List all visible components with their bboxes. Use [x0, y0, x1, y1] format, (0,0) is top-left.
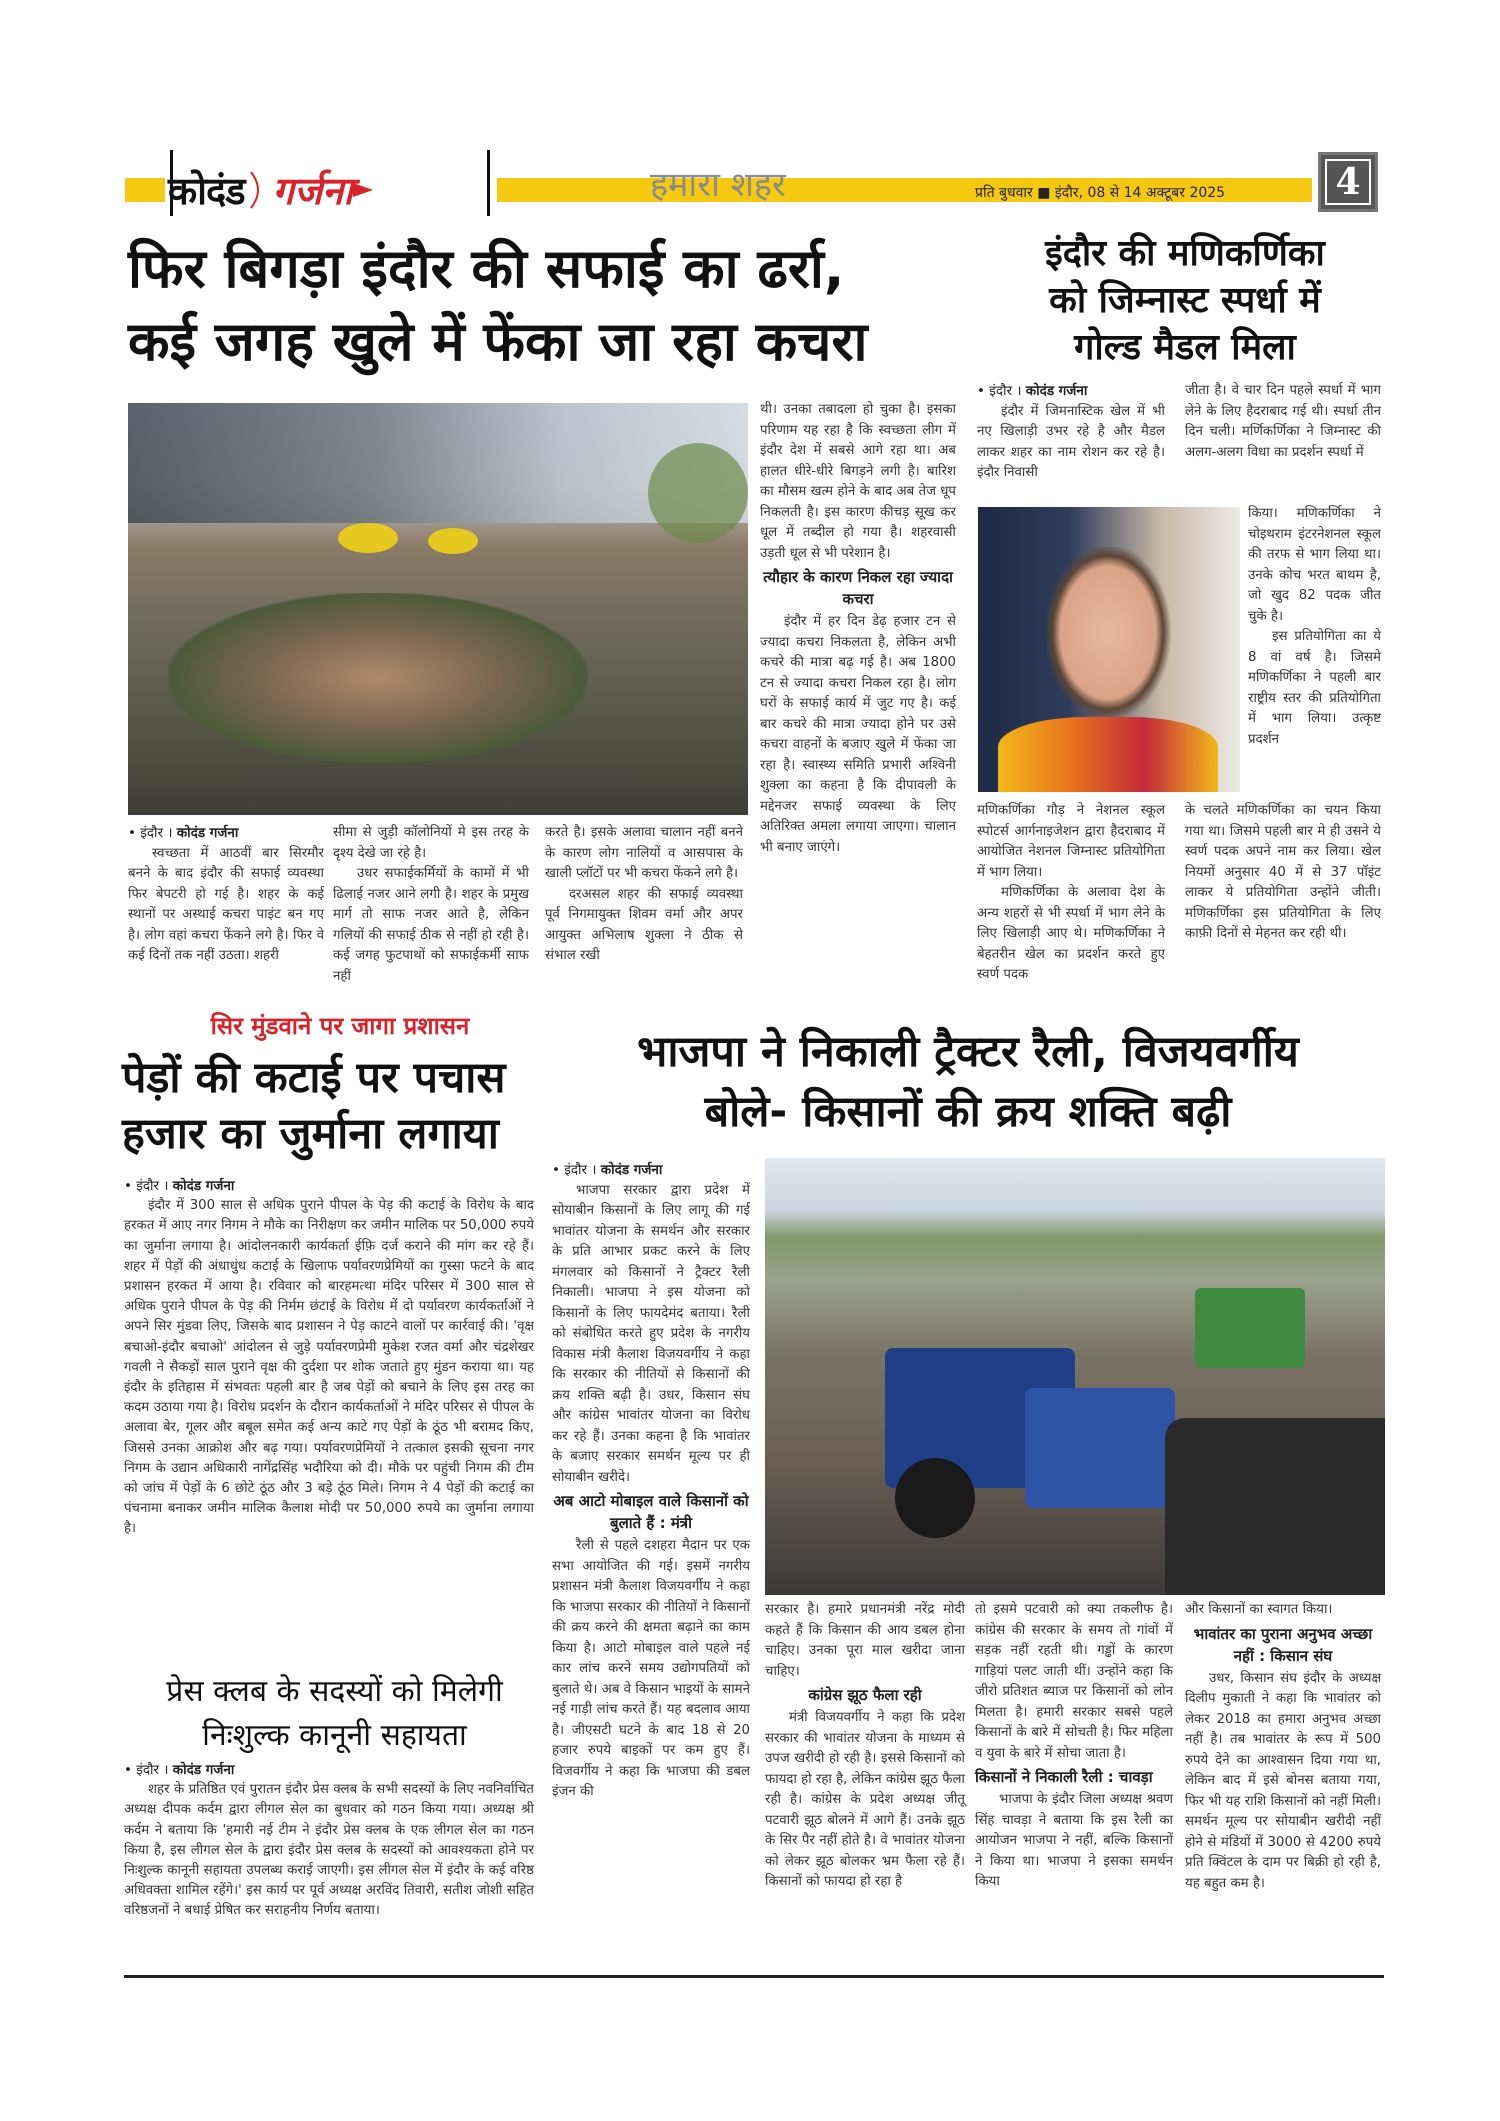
subheading: त्यौहार के कारण निकल रहा ज्यादा कचरा — [763, 568, 953, 608]
paragraph: इंदौर में 300 साल से अधिक पुराने पीपल के पेड़ की कटाई के विरोध के बाद हरकत में आए नगर निगम ने मौके का निरीक्षण कर जमीन मालिक पर 50,000 रुपये का जुर्माना लगाया है। आंदोलनकारी कार्यकर्ता ईफ़ि दर्ज कराने की मांग कर रहे हैं। शहर में पेड़ों की अंधाधुंध कटाई के खिलाफ पर्यावरणप्रेमियों का गुस्सा फटने के बाद प्रशासन हरकत में आया है। रविवार को बारहमत्था मंदिर परिसर में 300 साल से अधिक पुराने पीपल के पेड़ की निर्मम छंटाई के विरोध में दो पर्यावरण कार्यकर्ताओं ने अपने सिर मुंडवा लिए, जिसके बाद प्रशासन ने पेड़ काटने वालों पर कार्रवाई की। 'वृक्ष बचाओ-इंदौर बचाओ' आंदोलन से जुड़े पर्यावरणप्रेमी मुकेश रजत वर्मा और चंद्रशेखर गवली ने सैकड़ों साल पुराने वृक्ष की दुर्दशा पर शोक जताते हुए मुंडन कराया था। यह इंदौर के इतिहास में संभवतः पहली बार है जब पेड़ों को बचाने के लिए इस तरह का कदम उठाया गया है। विरोध प्रदर्शन के दौरान कार्यकर्ताओं ने मंदिर परिसर से पीपल के अलावा बेर, गूलर और बबूल समेत कई अन्य काटे गए पेड़ों के ठूंठ भी बरामद किए, जिससे उनका आक्रोश और बढ़ गया। पर्यावरणप्रेमियों ने तत्काल इसकी सूचना नगर निगम के उद्यान अधिकारी नागेंद्रसिंह भदौरिया को दी। मौके पर पहुंची निगम की टीम को जांच में पेड़ों के 6 छोटे ठूंठ और 3 बड़े ठूंठ मिले। निगम ने 4 पेड़ों की कटाई का पंचनामा बनाकर जमीन मालिक कैलाश मोदी पर 50,000 रुपये का जुर्माना लगाया है। — [124, 1198, 534, 1537]
page-bottom-rule — [124, 1975, 1384, 1978]
pressclub-body — [124, 1760, 534, 1922]
dateline — [124, 1176, 534, 1196]
subheading: किसानों ने निकाली रैली : चावड़ा — [975, 1768, 1153, 1786]
headline-pressclub — [122, 1670, 547, 1758]
dateline — [552, 1160, 750, 1181]
paragraph: मणिकर्णिका गौड़ ने नेशनल स्कूल स्पोटर्स आर्गनाइजेशन द्वारा हैदराबाद में आयोजित नेशनल जिम्नास्ट प्रतियोगिता में भाग लिया। — [977, 803, 1165, 880]
subheading: कांग्रेस झूठ फैला रही — [808, 1686, 922, 1704]
headline-line: निःशुल्क कानूनी सहायता — [202, 1718, 467, 1753]
garbage-col-1 — [128, 823, 324, 967]
paragraph: स्वच्छता में आठवीं बार सिरमौर बनने के बाद इंदौर की सफाई व्यवस्था फिर बेपटरी हो गई है। शहर के कई स्थानों पर अस्थाई कचरा पाइंट बन गए है। लोग वहां कचरा फेंकने लगे है। फिर वे कई दिनों तक नहीं उठता। शहरी — [128, 845, 324, 963]
headline-gymnast — [985, 230, 1385, 371]
headline-line: गोल्ड मैडल मिला — [1074, 327, 1296, 368]
headline-line: बोले- किसानों की क्रय शक्ति बढ़ी — [704, 1087, 1232, 1137]
headline-line: को जिम्नास्ट स्पर्धा में — [1049, 280, 1321, 321]
headline-line: प्रेस क्लब के सदस्यों को मिलेगी — [166, 1674, 503, 1709]
paragraph: दरअसल शहर की सफाई व्यवस्था पूर्व निगमायुक्त शिवम वर्मा और अपर आयुक्त अभिलाष शुक्ला ने ठीक से संभाल रखी — [545, 886, 743, 963]
tractor-col-3 — [975, 1600, 1173, 1893]
masthead-bar-left — [125, 178, 165, 202]
headline-line: हजार का जुर्माना लगाया — [122, 1109, 499, 1159]
paragraph: के चलते मणिकर्णिका का चयन किया गया था। जिसमे पहली बार मे ही उसने ये स्वर्ण पदक अपने नाम कर लिया। खेल नियमों अनुसार 40 में से 37 पॉइंट लाकर ये प्रतियोगिता उन्होंने जीती। मणिकर्णिका इस प्रतियोगिता के लिए काफ़ी दिनों से मेहनत कर रही थी। — [1185, 803, 1381, 941]
dateline-place: • इंदौर । — [552, 1162, 597, 1178]
dateline-source: कोदंड गर्जना — [600, 1162, 663, 1178]
paragraph: इंदौर में हर दिन डेढ़ हजार टन से ज्यादा कचरा निकलता है, लेकिन अभी कचरे की मात्रा बढ़ गई है। अब 1800 टन से ज्यादा कचरा निकल रहा है। लोग घरों के सफाई कार्य में जुट गए है। कई बार कचरे की मात्रा ज्यादा होने पर उसे कचरा वाहनों के बजाए खुले में फेंका जा रहा है। स्वास्थ्य समिति प्रभारी अश्विनी शुक्ला का कहना है कि दीपावली के मद्देनजर सफाई व्यवस्था के लिए अतिरिक्त अमला लगाया जाएगा। चालान भी बनाए जाएंगे। — [760, 614, 956, 855]
paragraph: करते है। इसके अलावा चालान नहीं बनने के कारण लोग नालियों व आसपास के खाली प्लॉटों पर भी कचरा फेंकने लगे है। — [545, 825, 743, 881]
gymnast-col-1-top — [977, 381, 1165, 484]
dateline-place: • इंदौर । — [124, 1762, 169, 1778]
paragraph: किया। मणिकर्णिका ने चोइथराम इंटरनेशनल स्कूल की तरफ से भाग लिया था। उनके कोच भरत बाथम है, जो खुद 82 पदक जीत चुके है। — [1248, 506, 1381, 624]
gymnast-col-1-bottom — [977, 801, 1165, 986]
paragraph: उधर, किसान संघ इंदौर के अध्यक्ष दिलीप मुकाती ने कहा कि भावांतर को लेकर 2018 का हमारा अनुभव अच्छा नहीं है। तब भावांतर के रूप में 500 रुपये देने का आश्वासन दिया गया था, लेकिन बाद में इसे बोनस बताया गया, फिर भी यह राशि किसानों को नहीं मिली। समर्थन मूल्य पर सोयाबीन खरीदी नहीं होने से मंडियों में 3000 से 4200 रुपये प्रति क्विंटल के दाम पर बिक्री हो रही है, यह बहुत कम है। — [1185, 1670, 1381, 1891]
paragraph: थी। उनका तबादला हो चुका है। इसका परिणाम यह रहा है कि स्वच्छता लीग में इंदौर देश में सबसे आगे रहा था। अब हालत धीरे-धीरे बिगड़ने लगी है। बारिश का मौसम खत्म होने के बाद अब तेज धूप निकलती है। इस कारण कीचड़ सूख कर धूल में तब्दील हो गया है। शहरवासी उड़ती धूल से भी परेशान है। — [760, 402, 956, 561]
tractor-rally-photo — [765, 1158, 1385, 1595]
arrow-icon — [247, 170, 267, 210]
headline-line: भाजपा ने निकाली ट्रैक्टर रैली, विजयवर्गीय — [637, 1027, 1299, 1077]
gymnast-col-2-bottom — [1185, 801, 1381, 945]
paragraph: भाजपा के इंदौर जिला अध्यक्ष श्रवण सिंह चावड़ा ने बताया कि इस रैली का आयोजन भाजपा ने नहीं, बल्कि किसानों ने किया था। भाजपा ने इसका समर्थन किया — [975, 1792, 1173, 1889]
paragraph: उधर सफाईकर्मियों के कामों में भी ढिलाई नजर आने लगी है। शहर के प्रमुख मार्ग तो साफ नजर आते है, लेकिन गलियों की सफाई ठीक से नहीं हो रही है। कई जगह फुटपाथों को सफाईकर्मी साफ नहीं — [333, 866, 529, 984]
garbage-photo — [128, 403, 748, 815]
newspaper-logo — [168, 160, 488, 220]
garbage-col-4 — [760, 400, 956, 858]
headline-trees — [122, 1050, 547, 1162]
headline-garbage — [128, 232, 978, 378]
dateline-source: कोदंड गर्जना — [1025, 383, 1088, 399]
headline-line: पेड़ों की कटाई पर पचास — [122, 1053, 506, 1103]
paragraph: इंदौर में जिमनास्टिक खेल में भी नए खिलाड़ी उभर रहे है और मैडल लाकर शहर का नाम रोशन कर रहे है। इंदौर निवासी — [977, 403, 1165, 480]
issue-info: प्रति बुधवार ■ इंदौर, 08 से 14 अक्टूबर 2025 — [975, 185, 1226, 201]
kicker-trees: सिर मुंडवाने पर जागा प्रशासन — [210, 1012, 470, 1040]
paragraph: इस प्रतियोगिता का ये 8 वां वर्ष है। जिसमे मणिकर्णिका ने पहली बार राष्ट्रीय स्तर की प्रतियोगिता में भाग लिया। उत्कृष्ट प्रदर्शन — [1248, 629, 1381, 747]
page-number — [1318, 152, 1378, 212]
paragraph: और किसानों का स्वागत किया। — [1185, 1602, 1333, 1617]
arrow-head-icon — [353, 180, 373, 200]
garbage-col-2 — [333, 823, 529, 987]
headline-tractor — [548, 1022, 1388, 1142]
paragraph: रैली से पहले दशहरा मैदान पर एक सभा आयोजित की गई। इसमें नगरीय प्रशासन मंत्री कैलाश विजयवर्गीय ने कहा कि भाजपा सरकार की नीतियों ने किसानों की क्रय करने की क्षमता बढ़ाने का काम किया है। आटो मोबाइल वाले पहले नई कार लांच करने समय उद्योगपतियों को बुलाते थे। अब वे किसान भाइयों के सामने नई गाड़ी लांच करते हैं। यह बदलाव आया है। जीएसटी घटने के बाद 18 से 20 हजार रुपये बाइकों पर कम हुए हैं। विजवर्गीय ने कहा कि भाजपा की डबल इंजन की — [552, 1538, 750, 1799]
dateline — [128, 823, 324, 844]
dateline-place: • इंदौर । — [977, 383, 1022, 399]
paragraph: तो इसमे पटवारी को क्या तकलीफ है। कांग्रेस की सरकार के समय तो गांवों में सड़क नहीं रहती थी। गड्ढों के कारण गाड़ियां पलट जाती थीं। उन्होंने कहा कि जीरो प्रतिशत ब्याज पर किसानों को लोन मिलता है। हमारी सरकार सबसे पहले किसानों के बारे में सोचती है। फिर महिला व युवा के बारे में सोचा जाता है। — [975, 1602, 1173, 1761]
trees-body — [124, 1176, 534, 1540]
logo-text-garjana: गर्जना — [272, 169, 354, 213]
gymnast-col-2-top — [1185, 381, 1381, 463]
dateline-source: कोदंड गर्जना — [172, 1178, 235, 1194]
dateline-source: कोदंड गर्जना — [172, 1762, 235, 1778]
subheading: भावांतर का पुराना अनुभव अच्छा नहीं : किसान संघ — [1193, 1624, 1373, 1665]
dateline — [977, 381, 1165, 402]
masthead-divider — [487, 150, 490, 216]
tractor-col-4 — [1185, 1600, 1381, 1894]
paragraph: मंत्री विजयवर्गीय ने कहा कि प्रदेश सरकार की भावांतर योजना के माध्यम से उपज खरीदी हो रही है। इससे किसानों को फायदा हो रहा है, लेकिन कांग्रेस झूठ फैला रही है। कांग्रेस के प्रदेश अध्यक्ष जीतू पटवारी झूठ बोलने में आगे हैं। उनके झूठ के सिर पैर नहीं होते है। वे भावांतर योजना को लेकर झूठ बोलकर भ्रम फैला रहे हैं। किसानों को फायदा हो रहा है — [765, 1710, 965, 1889]
dateline-place: • इंदौर । — [128, 825, 173, 841]
section-title: हमारा शहर — [650, 165, 786, 205]
subheading: अब आटो मोबाइल वाले किसानों को बुलाते हैं : मंत्री — [553, 1492, 749, 1532]
dateline-place: • इंदौर । — [124, 1178, 169, 1194]
paragraph: शहर के प्रतिष्ठित एवं पुरातन इंदौर प्रेस क्लब के सभी सदस्यों के लिए नवनिर्वाचित अध्यक्ष दीपक कर्दम द्वारा लीगल सेल का बुधवार को गठन किया गया। अध्यक्ष श्री कर्दम ने बताया कि 'हमारी नई टीम ने इंदौर प्रेस क्लब के एक लीगल सेल का गठन किया है, इस लीगल सेल के द्वारा इंदौर प्रेस क्लब के सदस्यों को आवश्यकता होने पर निःशुल्क कानूनी सहायता उपलब्ध कराई जाएगी। इस लीगल सेल में इंदौर के कई वरिष्ठ अधिवक्ता शामिल रहेंगे।' इस कार्य पर पूर्व अध्यक्ष अरविंद तिवारी, सतीश जोशी सहित वरिष्ठजनों ने बधाई प्रेषित कर सराहनीय निर्णय बताया। — [124, 1782, 534, 1919]
tractor-col-2 — [765, 1600, 965, 1893]
garbage-col-3 — [545, 823, 743, 967]
page-number-text: 4 — [1335, 161, 1361, 203]
paragraph: भाजपा सरकार द्वारा प्रदेश में सोयाबीन किसानों के लिए लागू की गई भावांतर योजना के समर्थन और सरकार के प्रति आभार प्रकट करने के लिए मंगलवार को किसानों ने ट्रैक्टर रैली निकाली। भाजपा ने इस योजना को किसानों के लिए फायदेमंद बताया। रैली को संबोधित करते हुए प्रदेश के नगरीय विकास मंत्री कैलाश विजयवर्गीय ने कहा कि सरकार की नीतियों से किसानों की क्रय शक्ति बढ़ी है। उधर, किसान संघ और कांग्रेस भावांतर योजना का विरोध कर रहे हैं। उनका कहना है कि भावांतर के बजाए सरकार समर्थन मूल्य पर ही सोयाबीन खरीदे। — [552, 1182, 750, 1485]
headline-line: कई जगह खुले में फेंका जा रहा कचरा — [128, 310, 868, 373]
paragraph: जीता है। वे चार दिन पहले स्पर्धा में भाग लेने के लिए हैदराबाद गई थी। स्पर्धा तीन दिन चली। मर्णिकर्णिका ने जिम्नास्ट की अलग-अलग विधा का प्रदर्शन स्पर्धा में — [1185, 383, 1381, 460]
headline-line: फिर बिगड़ा इंदौर की सफाई का ढर्रा, — [128, 237, 845, 300]
dateline — [124, 1760, 534, 1780]
dateline-source: कोदंड गर्जना — [176, 825, 239, 841]
paragraph: सीमा से जुड़ी कॉलोनियों मे इस तरह के दृश्य देखे जा रहे है। — [333, 825, 529, 861]
paragraph: सरकार है। हमारे प्रधानमंत्री नरेंद्र मोदी कहते हैं कि किसान की आय डबल होना चाहिए। उनका पूरा माल खरीदा जाना चाहिए। — [765, 1602, 965, 1679]
headline-line: इंदौर की मणिकर्णिका — [1045, 233, 1325, 274]
gymnast-col-2-mid — [1248, 504, 1381, 750]
paragraph: मणिकर्णिका के अलावा देश के अन्य शहरों से भी स्पर्धा में भाग लेने के लिए खिलाड़ी आए थे। मणिकर्णिका ने बेहतरीन खेल का प्रदर्शन करते हुए स्वर्ण पदक — [977, 885, 1165, 982]
gymnast-photo — [978, 507, 1240, 792]
logo-text-kodand: कोदंड — [168, 169, 245, 213]
tractor-col-1 — [552, 1160, 750, 1803]
